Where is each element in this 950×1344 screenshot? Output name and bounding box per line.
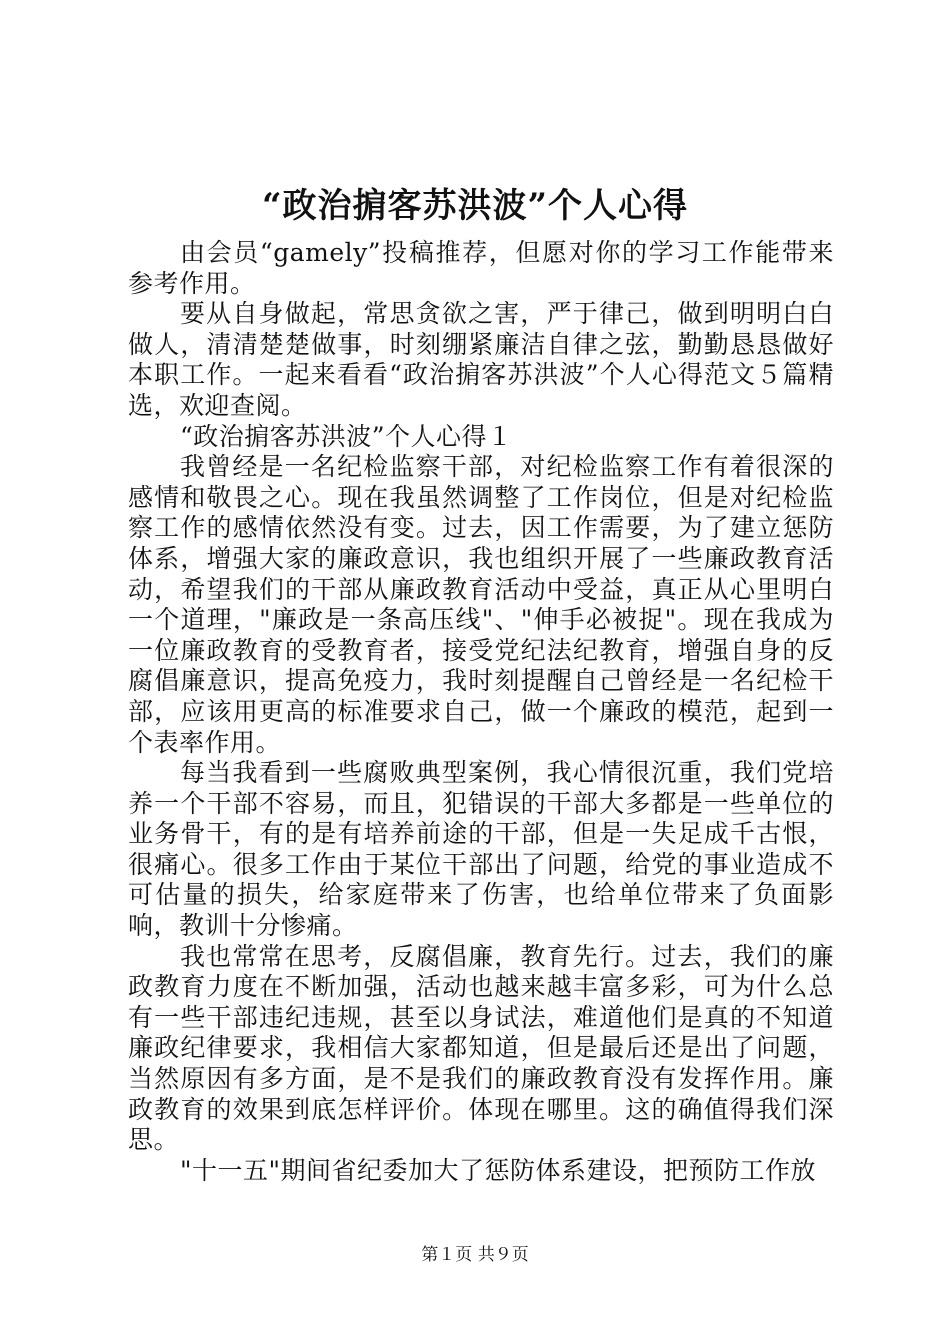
page-footer: 第１页 共９页 <box>421 1245 529 1265</box>
section-heading: “政治掮客苏洪波”个人心得１ <box>180 421 513 451</box>
paragraph: 我也常常在思考，反腐倡廉，教育先行。过去，我们的廉政教育力度在不断加强，活动也越来越丰富多彩，可为什么总有一些干部违纪违规，甚至以身试法，难道他们是真的不知道廉政纪律要求，我相信大家都知道，但是最后还是出了问题，当然原因有多方面，是不是我们的廉政教育没有发挥作用。廉政教育的效果到底怎样评价。体现在哪里。这的确值得我们深思。 <box>128 941 834 1155</box>
paragraph: 每当我看到一些腐败典型案例，我心情很沉重，我们党培养一个干部不容易，而且，犯错误的干部大多都是一些单位的业务骨干，有的是有培养前途的干部，但是一失足成千古恨，很痛心。很多工作由于某位干部出了问题，给党的事业造成不可估量的损失，给家庭带来了伤害，也给单位带来了负面影响，教训十分惨痛。 <box>128 758 834 941</box>
paragraph: 要从自身做起，常思贪欲之害，严于律己，做到明明白白做人，清清楚楚做事，时刻绷紧廉洁自律之弦，勤勤恳恳做好本职工作。一起来看看“政治掮客苏洪波”个人心得范文５篇精选，欢迎查阅。 <box>128 299 834 420</box>
document-body <box>128 238 834 1186</box>
paragraph: 由会员“gamely”投稿推荐，但愿对你的学习工作能带来参考作用。 <box>128 238 834 298</box>
paragraph: "十一五"期间省纪委加大了惩防体系建设，把预防工作放 <box>180 1155 817 1185</box>
document-title: “政治掮客苏洪波”个人心得 <box>261 186 689 226</box>
paragraph: 我曾经是一名纪检监察干部，对纪检监察工作有着很深的感情和敬畏之心。现在我虽然调整了工作岗位，但是对纪检监察工作的感情依然没有变。过去，因工作需要，为了建立惩防体系，增强大家的廉政意识，我也组织开展了一些廉政教育活动，希望我们的干部从廉政教育活动中受益，真正从心里明白一个道理，"廉政是一条高压线"、"伸手必被捉"。现在我成为一位廉政教育的受教育者，接受党纪法纪教育，增强自身的反腐倡廉意识，提高免疫力，我时刻提醒自己曾经是一名纪检干部，应该用更高的标准要求自己，做一个廉政的模范，起到一个表率作用。 <box>128 452 834 757</box>
